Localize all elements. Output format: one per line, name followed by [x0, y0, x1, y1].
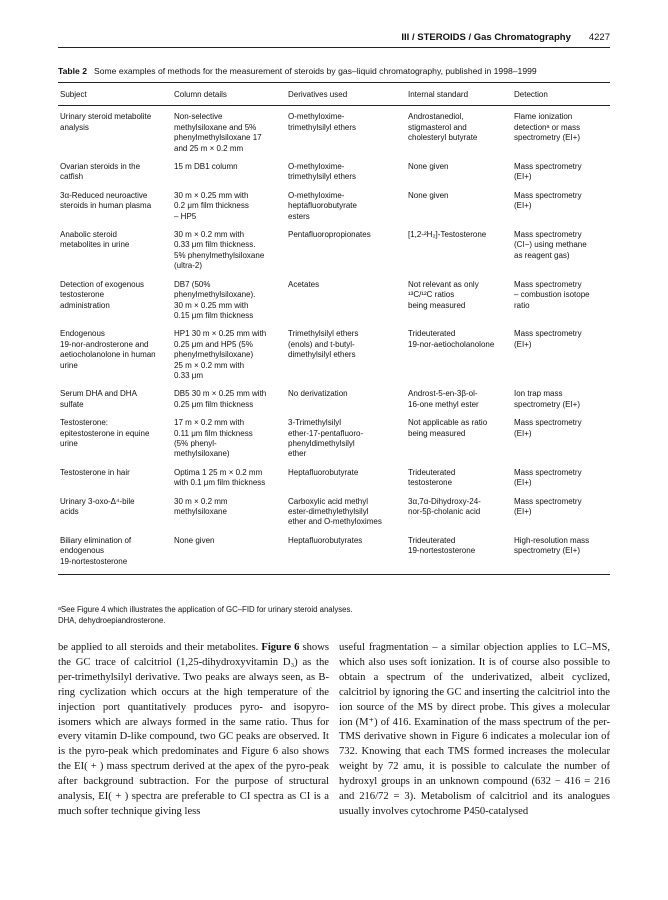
- table-cell: O-methyloxime- trimethylsilyl ethers: [288, 162, 357, 182]
- running-head: [58, 32, 610, 43]
- table-cell: [1,2-²H₂]-Testosterone: [408, 230, 487, 240]
- header-rule: [58, 47, 610, 48]
- table-cell: Urinary steroid metabolite analysis: [60, 112, 152, 132]
- table-cell: Anabolic steroid metabolites in urine: [60, 230, 130, 250]
- table-cell: Mass spectrometry (EI+): [514, 496, 582, 516]
- table-cell: Detection of exogenous testosterone administration: [60, 279, 145, 310]
- body-column-right: [339, 641, 610, 820]
- table-cell: Flame ionization detectionᵃ or mass spectrometry (EI+): [514, 112, 581, 143]
- table-row: [58, 162, 610, 191]
- table-cell: DB7 (50% phenylmethylsiloxane). 30 m × 0.25 mm with 0.15 μm film thickness: [174, 279, 256, 320]
- table-cell: Not relevant as only ¹³C/¹²C ratios being measured: [408, 279, 479, 310]
- figure-reference[interactable]: Figure 6: [261, 642, 300, 653]
- table-cell: Ion trap mass spectrometry (EI+): [514, 389, 581, 409]
- table-caption-text: Some examples of methods for the measurement of steroids by gas–liquid chromatography, published in 1998–1999: [93, 66, 537, 76]
- table-cell: Ovarian steroids in the catfish: [60, 162, 141, 182]
- table-cell: Biliary elimination of endogenous 19-nortestosterone: [58, 536, 172, 575]
- section-title: III / STEROIDS / Gas Chromatography: [401, 32, 571, 43]
- table-cell: None given: [408, 162, 449, 172]
- table-row: [58, 497, 610, 536]
- table-row: [58, 536, 610, 575]
- table-cell: Testosterone in hair: [60, 467, 130, 477]
- table-cell: Androstanediol, stigmasterol and cholesteryl butyrate: [408, 112, 478, 143]
- table-cell: O-methyloxime- trimethylsilyl ethers: [288, 112, 357, 132]
- page-number: 4227: [588, 32, 610, 43]
- table-cell: Heptafluorobutyrates: [286, 536, 406, 575]
- table-cell: Mass spectrometry (EI+): [514, 329, 582, 349]
- table-cell: None given: [172, 536, 286, 575]
- column-header: Column details: [172, 83, 286, 106]
- table-cell: Trideuterated 19-nortestosterone: [406, 536, 512, 575]
- table-row: [58, 418, 610, 468]
- table-row: [58, 329, 610, 389]
- table-cell: Trideuterated testosterone: [408, 467, 456, 488]
- table-cell: Mass spectrometry (EI+): [514, 418, 582, 438]
- table-cell: 3α,7α-Dihydroxy-24- nor-5β-cholanic acid: [408, 496, 481, 516]
- table-cell: 3α-Reduced neuroactive steroids in human plasma: [60, 190, 152, 211]
- table-cell: No derivatization: [288, 389, 348, 399]
- table-header-row: [58, 83, 610, 106]
- table-row: [58, 468, 610, 497]
- table-cell: Mass spectrometry (EI+): [514, 162, 582, 182]
- table-cell: Androst-5-en-3β-ol- 16-one methyl ester: [408, 389, 479, 409]
- table-cell: Carboxylic acid methyl ester-dimethylethylsilyl ether and O-methyloximes: [288, 496, 382, 527]
- table-row: [58, 230, 610, 280]
- table-cell: 17 m × 0.2 mm with 0.11 μm film thickness (5% phenyl- methylsiloxane): [174, 418, 253, 459]
- table-cell: High-resolution mass spectrometry (EI+): [512, 536, 610, 575]
- body-column-left: [58, 641, 329, 820]
- steroid-methods-table: [58, 82, 610, 575]
- table-caption: [58, 66, 610, 76]
- table-cell: Trimethylsilyl ethers (enols) and t-butyl- dimethylsilyl ethers: [288, 329, 359, 360]
- table-cell: Not applicable as ratio being measured: [408, 418, 488, 438]
- table-cell: O-methyloxime- heptafluorobutyrate esters: [288, 190, 357, 221]
- table-cell: 30 m × 0.25 mm with 0.2 μm film thickness – HP5: [174, 190, 249, 221]
- table-row: [58, 191, 610, 230]
- table-cell: Serum DHA and DHA sulfate: [60, 389, 137, 409]
- body-paragraph: [58, 641, 329, 820]
- table-row: [58, 106, 610, 162]
- table-cell: Trideuterated 19-nor-aetiocholanolone: [408, 329, 495, 349]
- table-footnotes: [58, 604, 610, 626]
- table-cell: HP1 30 m × 0.25 mm with 0.25 μm and HP5 (5% phenylmethylsiloxane) 25 m × 0.2 mm with 0.33 μm: [174, 329, 267, 380]
- table-cell: Urinary 3-oxo-Δ⁴-bile acids: [60, 496, 135, 516]
- column-header: Subject: [58, 83, 172, 106]
- footnote: ᵃSee Figure 4 which illustrates the application of GC–FID for urinary steroid analyses.: [58, 605, 353, 614]
- table-row: [58, 280, 610, 330]
- footnote: DHA, dehydroepiandrosterone.: [58, 616, 166, 625]
- table-cell: 30 m × 0.2 mm with 0.33 μm film thickness. 5% phenylmethylsiloxane (ultra-2): [174, 230, 265, 271]
- table-number: Table 2: [58, 66, 87, 76]
- table-cell: Endogenous 19-nor-androsterone and aetiocholanolone in human urine: [60, 329, 156, 370]
- table-cell: 15 m DB1 column: [174, 162, 238, 172]
- table-cell: Acetates: [288, 279, 320, 289]
- column-header: Detection: [512, 83, 610, 106]
- body-text: be applied to all steroids and their metabolites.: [58, 642, 259, 653]
- table-cell: Non-selective methylsiloxane and 5% phenylmethylsiloxane 17 and 25 m × 0.2 mm: [174, 112, 262, 153]
- table-cell: Mass spectrometry (EI+): [514, 190, 582, 211]
- table-cell: 30 m × 0.2 mm methylsiloxane: [174, 496, 228, 516]
- table-cell: Optima 1 25 m × 0.2 mm with 0.1 μm film thickness: [174, 467, 266, 488]
- table-row: [58, 389, 610, 418]
- column-header: Derivatives used: [286, 83, 406, 106]
- table-cell: Testosterone: epitestosterone in equine urine: [60, 418, 150, 448]
- table-cell: Pentafluoropropionates: [288, 230, 371, 240]
- table-cell: 3-Trimethylsilyl ether-17-pentafluoro- phenyldimethylsilyl ether: [288, 418, 364, 459]
- body-text: shows the GC trace of calcitriol (1,25-dihydroxyvitamin D₃) as the per-trimethylsilyl derivative. Two peaks are always seen, as B-ring cyclization which occurs at the high temperature of the injection port quantitatively produces pyro- and isopyro-isomers which are always formed in the same ratio. Thus for every vitamin D-like compound, two GC peaks are observed. It is the pyro-peak which predominates and Figure 6 also shows the EI( + ) mass spectrum derived at the apex of the pyro-peak after background subtraction. For the purpose of structural analysis, EI( + ) spectra are preferable to CI spectra as CI is a much softer technique giving less: [58, 642, 330, 817]
- table-cell: Mass spectrometry – combustion isotope ratio: [514, 279, 590, 310]
- table-cell: Mass spectrometry (CI−) using methane as reagent gas): [514, 230, 587, 260]
- table-cell: None given: [408, 190, 449, 200]
- table-cell: Heptafluorobutyrate: [288, 467, 359, 477]
- column-header: Internal standard: [406, 83, 512, 106]
- body-paragraph: useful fragmentation – a similar objection applies to LC–MS, which also uses soft ionization. It is of course also possible to obtain a spectrum of the underivatized, albeit cyclized, calcitriol by ignoring the GC and inserting the calcitriol into the ion source of the MS by direct probe. This gives a molecular ion (M⁺) of 416. Examination of the mass spectrum of the per-TMS derivative shown in Figure 6 indicates a molecular ion of 732. Knowing that each TMS formed increases the molecular weight by 72 amu, it is possible to calculate the number of hydroxyl groups in an unknown compound (632 − 416 = 216 and 216/72 = 3). Metabolism of calcitriol and its analogues usually involves cytochrome P450-catalysed: [339, 642, 610, 817]
- table-cell: DB5 30 m × 0.25 mm with 0.25 μm film thickness: [174, 389, 267, 409]
- table-cell: Mass spectrometry (EI+): [514, 467, 582, 488]
